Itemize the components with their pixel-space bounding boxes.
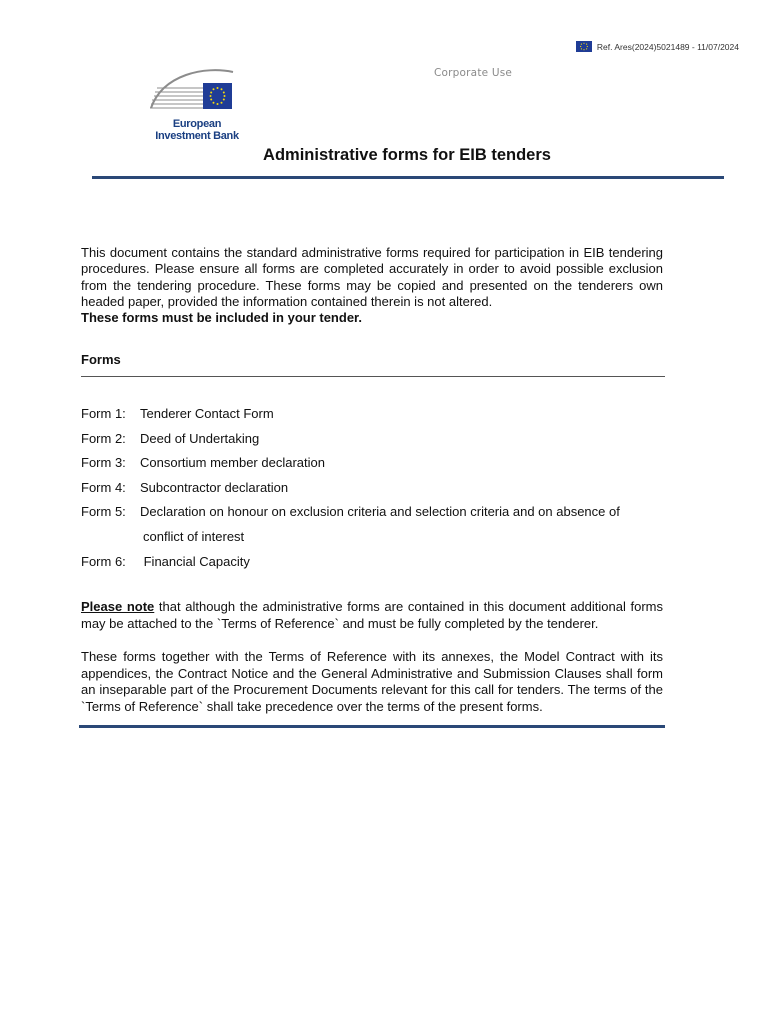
form-name: Tenderer Contact Form <box>140 406 274 421</box>
classification-label: Corporate Use <box>434 67 513 79</box>
note-lead: Please note <box>81 599 155 614</box>
eu-flag-icon <box>576 41 592 52</box>
form-name: Subcontractor declaration <box>140 479 289 495</box>
form-name: Consortium member declaration <box>140 455 325 471</box>
form-number: Form 6: <box>81 553 126 569</box>
form-name: Deed of Undertaking <box>140 430 260 446</box>
eib-logo-wordmark <box>147 118 247 142</box>
page-title: Administrative forms for EIB tenders <box>263 146 551 164</box>
form-name: Financial Capacity <box>140 553 250 569</box>
forms-divider <box>81 376 665 377</box>
form-number: Form 4: <box>81 479 126 495</box>
form-number: Form 5: <box>81 504 126 520</box>
form-name-wrapper <box>140 500 671 549</box>
reference-stamp <box>576 41 739 52</box>
list-item <box>81 427 671 452</box>
intro-bold-text: These forms must be included in your tender. <box>81 310 362 326</box>
eib-logo-building-icon <box>145 66 245 116</box>
note-paragraph <box>81 599 663 632</box>
list-item <box>81 500 671 549</box>
forms-list <box>81 402 671 574</box>
closing-paragraph: These forms together with the Terms of Reference with its annexes, the Model Contract with its appendices, the Contract Notice and the General Administrative and Submission Clauses shall form an inseparable part of the Procurement Documents relevant for this call for tenders. The terms of the `Terms of Reference` shall take precedence over the terms of the present forms. <box>81 649 663 714</box>
form-name: Declaration on honour on exclusion criteria and selection criteria and on absence of <box>140 504 620 520</box>
list-item <box>81 550 671 575</box>
list-item <box>81 476 671 501</box>
form-number: Form 3: <box>81 455 126 471</box>
intro-paragraph <box>81 245 663 326</box>
form-number: Form 1: <box>81 406 126 421</box>
form-name-continuation: conflict of interest <box>143 528 245 544</box>
logo-line-1: European <box>172 118 222 130</box>
note-text: that although the administrative forms are contained in this document additional forms may be attached to the `Terms of Reference` and must be fully completed by the tenderer. <box>81 599 663 631</box>
reference-text: Ref. Ares(2024)5021489 - 11/07/2024 <box>596 41 739 52</box>
bottom-divider <box>79 725 665 728</box>
list-item <box>81 451 671 476</box>
form-number: Form 2: <box>81 430 126 446</box>
forms-heading: Forms <box>81 352 121 367</box>
intro-text: This document contains the standard administrative forms required for participation in EIB tendering procedures. Please ensure all forms are completed accurately in order to avoid possible exclusion from the tendering procedure. These forms may be copied and presented on the tenderers own headed paper, provided the information contained therein is not altered. <box>81 245 663 309</box>
list-item <box>81 402 671 427</box>
title-divider <box>92 176 724 179</box>
logo-line-2: Investment Bank <box>155 130 239 142</box>
